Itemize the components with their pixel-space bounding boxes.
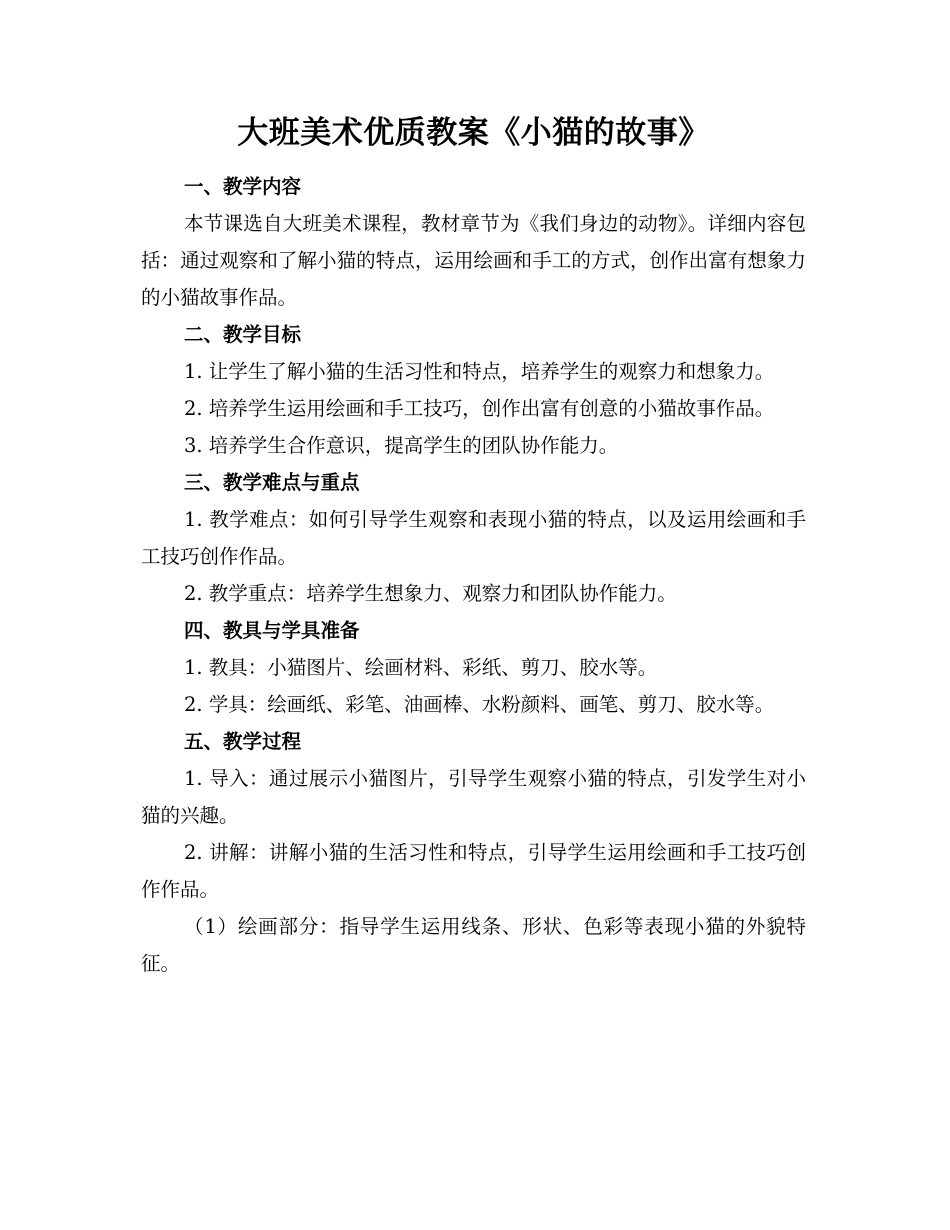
section-difficulties-focus: [141, 464, 806, 612]
section-materials: [141, 612, 806, 723]
paragraph: 1. 导入：通过展示小猫图片，引导学生观察小猫的特点，引发学生对小猫的兴趣。: [141, 767, 806, 827]
sub-paragraph: （1）绘画部分：指导学生运用线条、形状、色彩等表现小猫的外貌特征。: [141, 915, 806, 975]
section-teaching-process: [141, 723, 806, 982]
paragraph: 1. 让学生了解小猫的生活习性和特点，培养学生的观察力和想象力。: [184, 360, 775, 383]
section-heading: 二、教学目标: [184, 323, 302, 346]
section-heading: 三、教学难点与重点: [184, 471, 360, 494]
section-teaching-goals: [141, 316, 806, 464]
paragraph: 2. 讲解：讲解小猫的生活习性和特点，引导学生运用绘画和手工技巧创作作品。: [141, 841, 806, 901]
paragraph: 2. 培养学生运用绘画和手工技巧，创作出富有创意的小猫故事作品。: [184, 397, 775, 420]
paragraph: 3. 培养学生合作意识，提高学生的团队协作能力。: [184, 434, 619, 457]
section-heading: 五、教学过程: [184, 730, 302, 753]
paragraph: 1. 教学难点：如何引导学生观察和表现小猫的特点，以及运用绘画和手工技巧创作作品。: [141, 508, 806, 568]
paragraph: 1. 教具：小猫图片、绘画材料、彩纸、剪刀、胶水等。: [184, 656, 658, 679]
paragraph: 2. 教学重点：培养学生想象力、观察力和团队协作能力。: [184, 582, 677, 605]
paragraph: 本节课选自大班美术课程，教材章节为《我们身边的动物》。详细内容包括：通过观察和了解小猫的特点，运用绘画和手工的方式，创作出富有想象力的小猫故事作品。: [141, 212, 806, 309]
section-heading: 四、教具与学具准备: [184, 619, 360, 642]
section-heading: 一、教学内容: [184, 175, 302, 198]
document-page: [141, 108, 806, 982]
section-teaching-content: [141, 168, 806, 316]
paragraph: 2. 学具：绘画纸、彩笔、油画棒、水粉颜料、画笔、剪刀、胶水等。: [184, 693, 775, 716]
document-title: 大班美术优质教案《小猫的故事》: [237, 115, 710, 151]
